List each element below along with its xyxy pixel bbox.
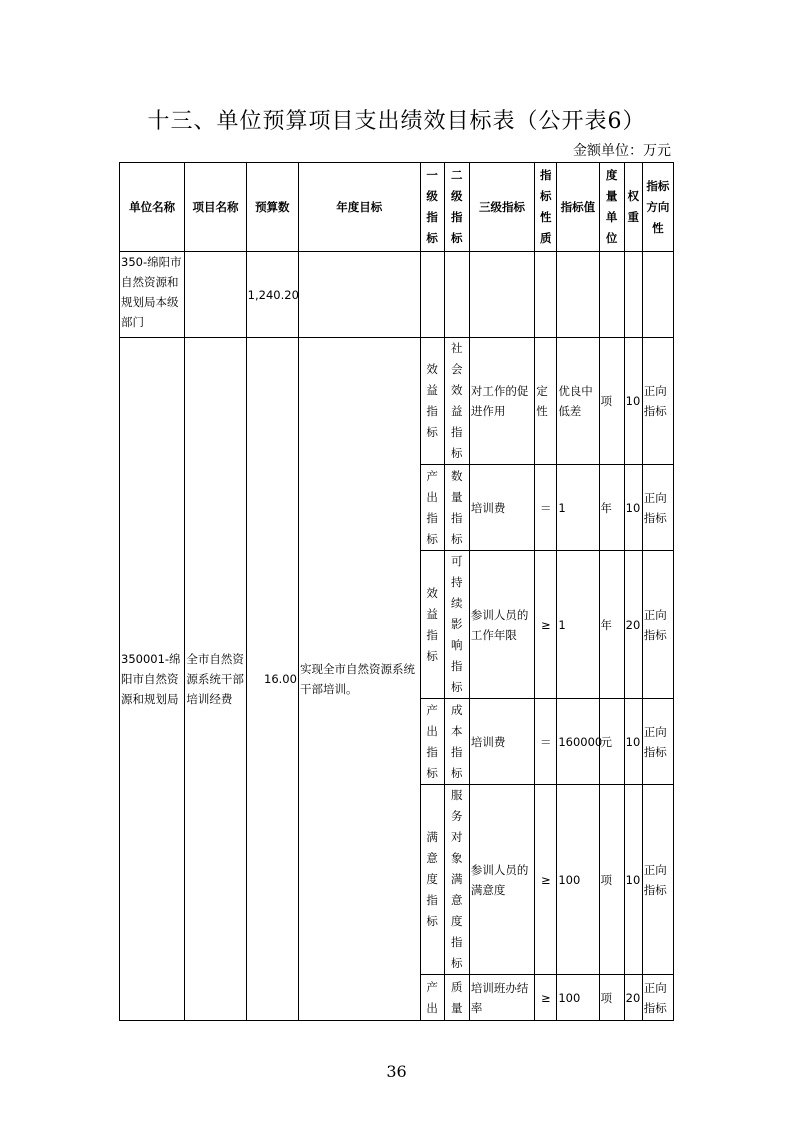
indicator-level1: 产出 bbox=[426, 979, 438, 1015]
header-level2: 二级指标 bbox=[451, 168, 463, 245]
indicator-value: 优良中低差 bbox=[557, 338, 599, 465]
indicator-direction: 正向指标 bbox=[642, 465, 673, 551]
indicator-value: 100 bbox=[557, 785, 599, 975]
indicator-level2: 成本指标 bbox=[451, 702, 463, 780]
indicator-level2: 服务对象满意度指标 bbox=[451, 788, 463, 970]
indicator-level1: 效益指标 bbox=[426, 585, 438, 663]
amount-unit-note: 金额单位：万元 bbox=[573, 143, 671, 159]
indicator-weight: 10 bbox=[624, 699, 642, 785]
indicator-value: 100 bbox=[557, 975, 599, 1021]
indicator-weight: 20 bbox=[624, 975, 642, 1021]
indicator-nature: ≥ bbox=[535, 551, 557, 699]
indicator-level3: 参训人员的满意度 bbox=[469, 785, 534, 975]
indicator-unit: 年 bbox=[599, 551, 624, 699]
header-level1: 一级指标 bbox=[426, 168, 438, 245]
dept-unit-name: 350-绵阳市自然资源和规划局本级部门 bbox=[120, 252, 185, 338]
indicator-direction: 正向指标 bbox=[642, 785, 673, 975]
indicator-level3: 对工作的促进作用 bbox=[469, 338, 534, 465]
indicator-value: 1 bbox=[557, 551, 599, 699]
header-project-name: 项目名称 bbox=[185, 163, 246, 252]
indicator-unit: 项 bbox=[599, 338, 624, 465]
indicator-weight: 10 bbox=[624, 785, 642, 975]
indicator-level2: 质量 bbox=[451, 979, 463, 1015]
indicator-level3: 培训费 bbox=[469, 699, 534, 785]
indicator-unit: 项 bbox=[599, 785, 624, 975]
indicator-level1: 效益指标 bbox=[426, 362, 438, 439]
project-name: 全市自然资源系统干部培训经费 bbox=[185, 338, 246, 1021]
header-measure-unit: 度量单位 bbox=[605, 168, 618, 245]
indicator-weight: 20 bbox=[624, 551, 642, 699]
indicator-weight: 10 bbox=[624, 338, 642, 465]
indicator-weight: 10 bbox=[624, 465, 642, 551]
performance-target-table bbox=[119, 162, 674, 1021]
header-unit-name: 单位名称 bbox=[120, 163, 185, 252]
indicator-level1: 产出指标 bbox=[426, 468, 438, 546]
header-value: 指标值 bbox=[557, 163, 599, 252]
indicator-direction: 正向指标 bbox=[642, 338, 673, 465]
header-weight: 权重 bbox=[627, 189, 639, 224]
header-level3: 三级指标 bbox=[469, 163, 534, 252]
indicator-nature: ＝ bbox=[535, 699, 557, 785]
project-goal: 实现全市自然资源系统干部培训。 bbox=[298, 338, 420, 1021]
indicator-unit: 项 bbox=[599, 975, 624, 1021]
header-nature: 指标性质 bbox=[540, 168, 552, 245]
dept-budget: 1,240.20 bbox=[246, 252, 298, 338]
indicator-direction: 正向指标 bbox=[642, 975, 673, 1021]
header-direction: 指标方向性 bbox=[646, 178, 670, 235]
indicator-level1: 满意度指标 bbox=[426, 830, 438, 928]
project-budget: 16.00 bbox=[246, 338, 298, 1021]
indicator-level2: 数量指标 bbox=[451, 468, 463, 546]
indicator-level3: 参训人员的工作年限 bbox=[469, 551, 534, 699]
project-unit-name: 350001-绵阳市自然资源和规划局 bbox=[120, 338, 185, 1021]
indicator-nature: 定性 bbox=[535, 338, 557, 465]
table-header-row bbox=[120, 163, 674, 252]
header-annual-goal: 年度目标 bbox=[298, 163, 420, 252]
table-row bbox=[120, 252, 674, 338]
indicator-direction: 正向指标 bbox=[642, 551, 673, 699]
indicator-level1: 产出指标 bbox=[426, 702, 438, 780]
indicator-direction: 正向指标 bbox=[642, 699, 673, 785]
table-row bbox=[120, 338, 674, 465]
indicator-nature: ≥ bbox=[535, 975, 557, 1021]
indicator-nature: ≥ bbox=[535, 785, 557, 975]
indicator-unit: 年 bbox=[599, 465, 624, 551]
indicator-unit: 元 bbox=[599, 699, 624, 785]
header-budget: 预算数 bbox=[246, 163, 298, 252]
indicator-level2: 社会效益指标 bbox=[451, 341, 463, 460]
indicator-value: 160000 bbox=[557, 699, 599, 785]
indicator-level3: 培训班办结率 bbox=[469, 975, 534, 1021]
indicator-level3: 培训费 bbox=[469, 465, 534, 551]
indicator-nature: ＝ bbox=[535, 465, 557, 551]
indicator-value: 1 bbox=[557, 465, 599, 551]
page-title: 十三、单位预算项目支出绩效目标表（公开表6） bbox=[147, 109, 646, 134]
page-number: 36 bbox=[386, 1062, 407, 1081]
indicator-level2: 可持续影响指标 bbox=[451, 554, 463, 694]
